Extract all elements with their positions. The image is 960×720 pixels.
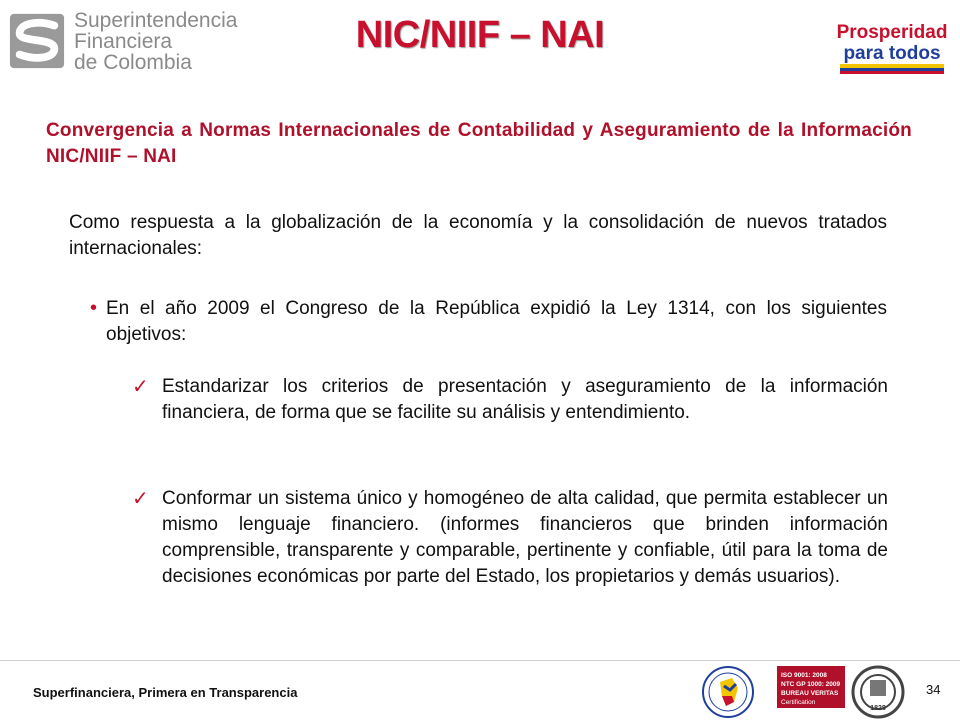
iso-line: ISO 9001: 2008 [781, 672, 827, 679]
prosperidad-line2: para todos [843, 43, 941, 64]
iso-line: Certification [781, 699, 816, 706]
logo-line: de Colombia [74, 50, 192, 74]
section-subtitle: Convergencia a Normas Internacionales de Contabilidad y Aseguramiento de la Información NIC/NIIF – NAI [46, 120, 912, 167]
iso-certification-badge [775, 664, 847, 720]
slide-title: NIC/NIIF – NAI [355, 14, 605, 56]
logo-line: Superintendencia [74, 8, 238, 32]
page-number: 34 [926, 682, 941, 697]
objective-text: Conformar un sistema único y homogéneo de alta calidad, que permita establecer un mismo lenguaje financiero. (informes financieros que brinden información comprensible, transparente y comparable, pertinente y confiable, útil para la toma de decisiones económicas por parte del Estado, los propietarios y demás usuarios). [162, 488, 888, 587]
logo-line: Financiera [74, 29, 173, 53]
bullet-icon: • [90, 297, 98, 319]
prosperidad-logo [836, 14, 948, 76]
bureau-veritas-seal-icon [848, 664, 908, 720]
bullet-text: En el año 2009 el Congreso de la República expidió la Ley 1314, con los siguientes objetivos: [106, 298, 887, 345]
bullet-item [90, 296, 887, 348]
colombia-seal-icon [698, 664, 758, 720]
footer-divider [0, 660, 960, 661]
bv-year: 1828 [870, 705, 886, 712]
footer-slogan: Superfinanciera, Primera en Transparencia [33, 685, 298, 700]
objective-item [132, 374, 888, 426]
intro-paragraph: Como respuesta a la globalización de la economía y la consolidación de nuevos tratados internacionales: [69, 212, 887, 259]
iso-line: NTC GP 1000: 2009 [781, 681, 841, 688]
objective-item [132, 486, 888, 590]
checkmark-icon: ✓ [132, 374, 149, 398]
objective-text: Estandarizar los criterios de presentación y aseguramiento de la información financiera, de forma que se facilite su análisis y entendimiento. [162, 376, 888, 423]
prosperidad-line1: Prosperidad [836, 22, 948, 43]
checkmark-icon: ✓ [132, 486, 149, 510]
iso-line: BUREAU VERITAS [781, 690, 839, 697]
